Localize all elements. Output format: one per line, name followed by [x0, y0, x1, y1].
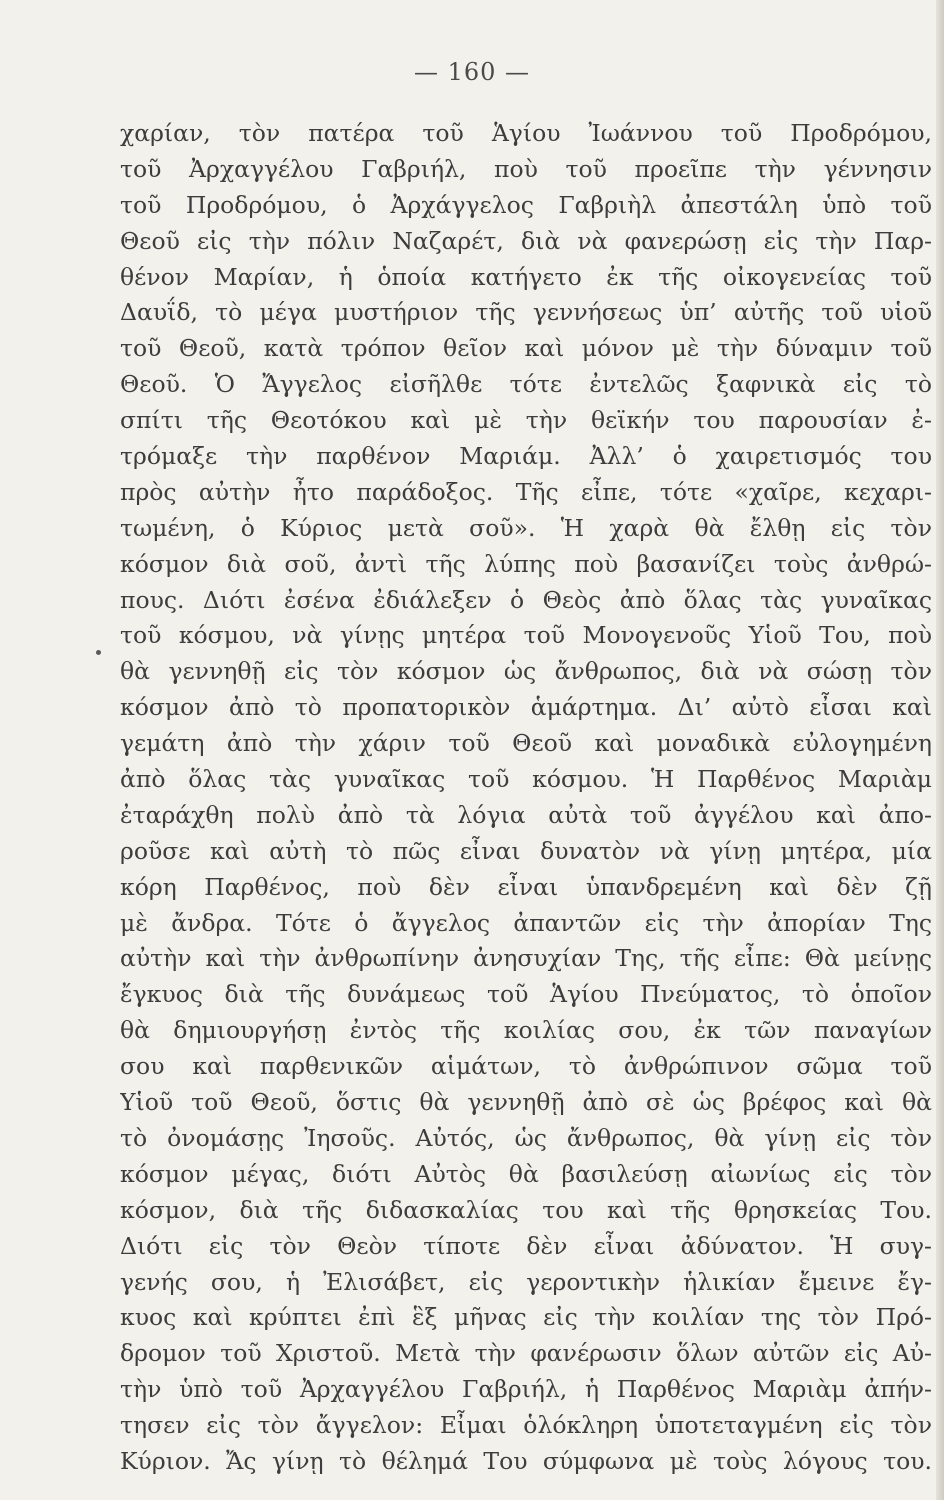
text-line: τὸ ὀνομάσῃς Ἰησοῦς. Αὐτός, ὡς ἄνθρωπος, θὰ γίνῃ εἰς τὸν [120, 1123, 932, 1152]
text-line: τοῦ Θεοῦ, κατὰ τρόπον θεῖον καὶ μόνον μὲ τὴν δύναμιν τοῦ [120, 334, 932, 363]
text-line: πρὸς αὐτὴν ἦτο παράδοξος. Τῆς εἶπε, τότε «χαῖρε, κεχαρι- [120, 477, 932, 506]
text-line: θένον Μαρίαν, ἡ ὁποία κατήγετο ἐκ τῆς οἰκογενείας τοῦ [120, 262, 932, 291]
text-line: γεμάτη ἀπὸ τὴν χάριν τοῦ Θεοῦ καὶ μοναδικὰ εὐλογημένη [120, 729, 932, 758]
text-line: αὐτὴν καὶ τὴν ἀνθρωπίνην ἀνησυχίαν Της, τῆς εἶπε: Θὰ μείνῃς [120, 944, 932, 973]
text-line: Υἱοῦ τοῦ Θεοῦ, ὅστις θὰ γεννηθῇ ἀπὸ σὲ ὡς βρέφος καὶ θὰ [120, 1088, 932, 1117]
text-line: κυος καὶ κρύπτει ἐπὶ ἓξ μῆνας εἰς τὴν κοιλίαν της τὸν Πρό- [120, 1303, 932, 1332]
text-line: τοῦ Ἀρχαγγέλου Γαβριήλ, ποὺ τοῦ προεῖπε τὴν γέννησιν [120, 154, 932, 183]
text-line: Διότι εἰς τὸν Θεὸν τίποτε δὲν εἶναι ἀδύνατον. Ἡ συγ- [120, 1231, 932, 1260]
text-line: κόσμον ἀπὸ τὸ προπατορικὸν ἁμάρτημα. Δι’ αὐτὸ εἶσαι καὶ [120, 693, 932, 722]
text-line: Θεοῦ. Ὁ Ἄγγελος εἰσῆλθε τότε ἐντελῶς ξαφνικὰ εἰς τὸ [120, 370, 932, 399]
text-line: σου καὶ παρθενικῶν αἱμάτων, τὸ ἀνθρώπινον σῶμα τοῦ [120, 1052, 932, 1081]
text-line: κόσμον διὰ σοῦ, ἀντὶ τῆς λύπης ποὺ βασανίζει τοὺς ἀνθρώ- [120, 549, 932, 578]
text-line: ἐταράχθη πολὺ ἀπὸ τὰ λόγια αὐτὰ τοῦ ἀγγέλου καὶ ἀπο- [120, 800, 932, 829]
page-number: — 160 — [413, 58, 531, 86]
body-text [120, 116, 932, 1480]
text-line: μὲ ἄνδρα. Τότε ὁ ἄγγελος ἀπαντῶν εἰς τὴν ἀπορίαν Της [120, 908, 932, 937]
text-line: τὴν ὑπὸ τοῦ Ἀρχαγγέλου Γαβριήλ, ἡ Παρθένος Μαριὰμ ἀπήν- [120, 1375, 932, 1404]
text-line: τοῦ Προδρόμου, ὁ Ἀρχάγγελος Γαβριὴλ ἀπεστάλη ὑπὸ τοῦ [120, 190, 932, 219]
text-line: τωμένη, ὁ Κύριος μετὰ σοῦ». Ἡ χαρὰ θὰ ἔλθῃ εἰς τὸν [120, 513, 932, 542]
text-line: γενής σου, ἡ Ἐλισάβετ, εἰς γεροντικὴν ἡλικίαν ἔμεινε ἔγ- [120, 1267, 932, 1296]
text-line: θὰ γεννηθῇ εἰς τὸν κόσμον ὡς ἄνθρωπος, διὰ νὰ σώσῃ τὸν [120, 657, 932, 686]
text-line: τοῦ κόσμου, νὰ γίνῃς μητέρα τοῦ Μονογενοῦς Υἱοῦ Του, ποὺ [120, 621, 932, 650]
text-line: σπίτι τῆς Θεοτόκου καὶ μὲ τὴν θεϊκήν του παρουσίαν ἐ- [120, 406, 932, 435]
text-line: θὰ δημιουργήσῃ ἐντὸς τῆς κοιλίας σου, ἐκ τῶν παναγίων [120, 1016, 932, 1045]
page-edge-shadow [936, 0, 944, 1500]
text-line: Κύριον. Ἄς γίνῃ τὸ θέλημά Του σύμφωνα μὲ τοὺς λόγους του. [120, 1446, 932, 1475]
text-line: Θεοῦ εἰς τὴν πόλιν Ναζαρέτ, διὰ νὰ φανερώσῃ εἰς τὴν Παρ- [120, 226, 932, 255]
text-line: δρομον τοῦ Χριστοῦ. Μετὰ τὴν φανέρωσιν ὅλων αὐτῶν εἰς Αὐ- [120, 1339, 932, 1368]
text-line: χαρίαν, τὸν πατέρα τοῦ Ἁγίου Ἰωάννου τοῦ Προδρόμου, [120, 119, 932, 147]
text-line: ροῦσε καὶ αὐτὴ τὸ πῶς εἶναι δυνατὸν νὰ γίνῃ μητέρα, μία [120, 836, 932, 865]
margin-dot-mark [96, 650, 101, 655]
text-line: κόσμον, διὰ τῆς διδασκαλίας του καὶ τῆς θρησκείας Του. [120, 1195, 932, 1224]
text-line: πους. Διότι ἐσένα ἐδιάλεξεν ὁ Θεὸς ἀπὸ ὅλας τὰς γυναῖκας [120, 585, 932, 614]
text-line: κόρη Παρθένος, ποὺ δὲν εἶναι ὑπανδρεμένη καὶ δὲν ζῇ [120, 872, 932, 901]
text-line: ἀπὸ ὅλας τὰς γυναῖκας τοῦ κόσμου. Ἡ Παρθένος Μαριὰμ [120, 765, 932, 794]
text-line: τρόμαξε τὴν παρθένον Μαριάμ. Ἀλλ’ ὁ χαιρετισμός του [120, 442, 932, 471]
text-line: ἔγκυος διὰ τῆς δυνάμεως τοῦ Ἁγίου Πνεύματος, τὸ ὁποῖον [120, 980, 932, 1009]
text-line: Δαυΐδ, τὸ μέγα μυστήριον τῆς γεννήσεως ὑπ’ αὐτῆς τοῦ υἱοῦ [120, 298, 932, 327]
text-line: τησεν εἰς τὸν ἄγγελον: Εἶμαι ὁλόκληρη ὑποτεταγμένη εἰς τὸν [120, 1411, 932, 1440]
text-line: κόσμον μέγας, διότι Αὐτὸς θὰ βασιλεύσῃ αἰωνίως εἰς τὸν [120, 1159, 932, 1188]
